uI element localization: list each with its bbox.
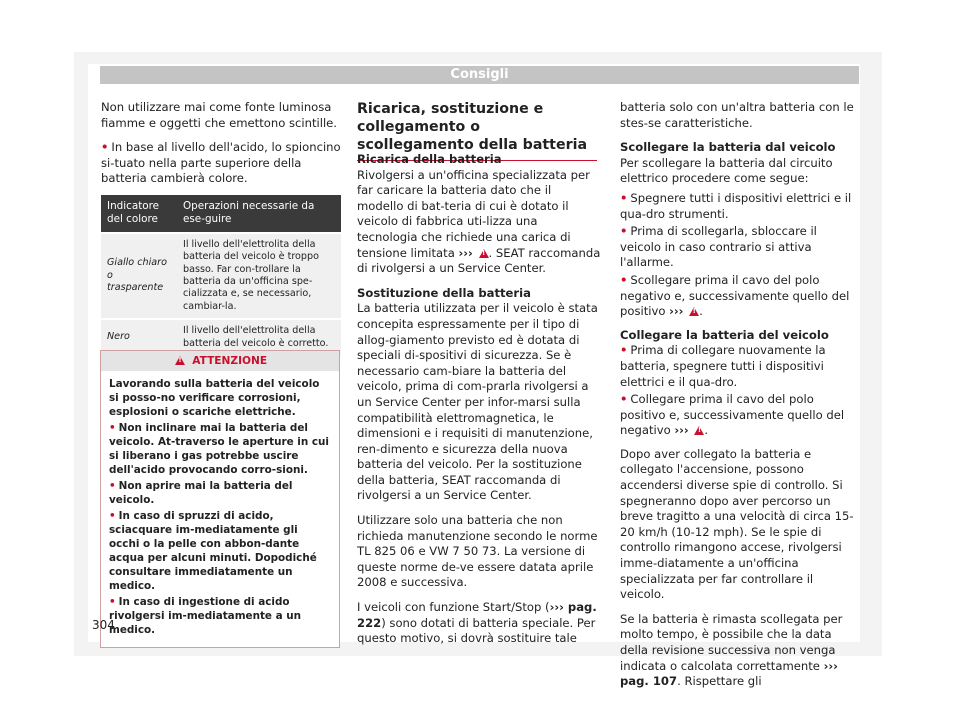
bullet-item: • Collegare prima il cavo del polo positivo e, successivamente quello del negativo ››› ! . <box>620 392 860 439</box>
cross-ref-arrows[interactable]: ››› <box>674 423 689 438</box>
page-number: 304 <box>92 618 115 632</box>
table-cell-color: Giallo chiaro o trasparente <box>101 233 177 319</box>
table-header-cell: Indicatore del colore <box>101 195 177 233</box>
bullet-dot-icon: • <box>109 596 116 608</box>
paragraph: Rivolgersi a un'officina specializzata per far caricare la batteria dato che il modello di bat-teria di cui è dotato il veicolo di fabbrica uti-lizza una tecnologia che richiede una carica di tensione limitata ››› ! . SEAT raccomanda di rivolgersi a un Service Center. <box>357 168 601 277</box>
warning-intro: Lavorando sulla batteria del veicolo si posso-no verificare corrosioni, esplosioni o scariche elettriche. <box>109 378 320 418</box>
cross-ref-arrows[interactable]: ››› <box>458 245 473 260</box>
warning-triangle-icon <box>689 307 699 316</box>
right-column <box>620 100 860 699</box>
left-column <box>101 100 341 355</box>
table-cell-action: Il livello dell'elettrolita della batteria del veicolo è corretto. <box>177 319 341 355</box>
warning-triangle-icon <box>694 426 704 435</box>
bullet-dot-icon: • <box>620 392 628 407</box>
warning-item: • In caso di spruzzi di acido, sciacquare im-mediatamente gli occhi o la pelle con abbon-dante acqua per alcuni minuti. Dopodiché consultare immediatamente un medico. <box>109 510 317 592</box>
paragraph: Utilizzare solo una batteria che non richieda manutenzione secondo le norme TL 825 06 e VW 7 50 73. La versione di queste norme de-ve essere datata aprile 2008 e successiva. <box>357 513 598 590</box>
table-cell-color: Nero <box>101 319 177 355</box>
page-header: Consigli <box>100 66 859 84</box>
bullet-item: • In base al livello dell'acido, lo spioncino si-tuato nella parte superiore della batteria cambierà colore. <box>101 140 341 186</box>
bullet-dot-icon: • <box>620 224 628 239</box>
bullet-dot-icon: • <box>109 422 116 434</box>
table-header-cell: Operazioni necessarie da ese-guire <box>177 195 341 233</box>
middle-column <box>357 148 601 656</box>
page-reference-link[interactable]: ››› pag. 222 <box>357 600 597 630</box>
bullet-dot-icon: • <box>620 343 628 358</box>
table-row <box>101 233 341 319</box>
warning-item: • In caso di ingestione di acido rivolgersi im-mediatamente a un medico. <box>109 596 302 636</box>
paragraph: Per scollegare la batteria dal circuito elettrico procedere come segue: <box>620 155 833 186</box>
warning-item: • Non inclinare mai la batteria del veicolo. At-traverso le aperture in cui si liberano i gas potrebbe uscire dell'acido provocando corro-sioni. <box>109 422 329 476</box>
warning-triangle-icon <box>479 249 489 258</box>
paragraph: batteria solo con un'altra batteria con le stes-se caratteristiche. <box>620 100 854 130</box>
cross-ref-arrows[interactable]: ››› <box>669 304 684 319</box>
bullet-item: • Spegnere tutti i dispositivi elettrici e il qua-dro strumenti. <box>620 190 852 221</box>
paragraph: Dopo aver collegato la batteria e collegato l'accensione, possono accendersi diverse spie di controllo. Si spegneranno dopo aver percorso un breve tragitto a una velocità di circa 15-20 km/h (10-12 mph). Se le spie di controllo rimangono accese, rivolgersi imme-diatamente a un'officina specializzata per far controllare il veicolo. <box>620 446 854 602</box>
subheading: Sostituzione della batteria <box>357 285 531 300</box>
warning-item: • Non aprire mai la batteria del veicolo. <box>109 480 293 506</box>
bullet-dot-icon: • <box>620 190 628 205</box>
warning-header: ! ATTENZIONE <box>101 351 339 371</box>
bullet-item: • Scollegare prima il cavo del polo negativo e, successivamente quello del positivo ››› ! . <box>620 273 860 320</box>
bullet-dot-icon: • <box>101 140 109 155</box>
warning-body <box>101 371 339 647</box>
bullet-item: • Prima di scollegarla, sbloccare il veicolo in caso contrario si attiva l'allarme. <box>620 224 817 270</box>
subheading: Scollegare la batteria dal veicolo <box>620 140 836 155</box>
table-header-row <box>101 195 341 233</box>
warning-box <box>100 350 340 648</box>
bullet-item: • Prima di collegare nuovamente la batteria, spegnere tutti i dispositivi elettrici e il qua-dro. <box>620 343 826 389</box>
bullet-dot-icon: • <box>109 510 116 522</box>
warning-triangle-icon <box>175 356 185 365</box>
subheading: Collegare la batteria del veicolo <box>620 327 829 342</box>
intro-text: Non utilizzare mai come fonte luminosa fiamme e oggetti che emettono scintille. <box>101 100 337 130</box>
table-cell-action: Il livello dell'elettrolita della batteria del veicolo è troppo basso. Far con-trollare la batteria da un'officina spe-cializzata e, se necessario, cambiar-la. <box>177 233 341 319</box>
color-table <box>101 195 341 355</box>
bullet-dot-icon: • <box>109 480 116 492</box>
paragraph: I veicoli con funzione Start/Stop (››› pag. 222) sono dotati di batteria speciale. Per questo motivo, si dovrà sostituire tale <box>357 600 597 646</box>
section-title: Ricarica, sostituzione e collegamento o scollegamento della batteria <box>357 100 597 161</box>
page-reference-link[interactable]: ››› pag. 107 <box>620 658 838 689</box>
paragraph: Se la batteria è rimasta scollegata per molto tempo, è possibile che la data della revisione successiva non venga indicata o calcolata correttamente ››› pag. 107. Rispettare gli <box>620 611 843 689</box>
subheading: Ricarica della batteria <box>357 152 502 166</box>
paragraph: La batteria utilizzata per il veicolo è stata concepita espressamente per il tipo di allog-giamento previsto ed è dotata di speciali di-spositivi di sicurezza. Se è necessario cam-biare la batteria del veicolo, prima di com-prarla rivolgersi a un Service Center per infor-marsi sulla compatibilità elettromagnetica, le dimensioni e i requisiti di manutenzione, ren-dimento e sicurezza della nuova batteria del veicolo. Per la sostituzione della batteria, SEAT raccomanda di rivolgersi a un Service Center. <box>357 301 598 503</box>
bullet-dot-icon: • <box>620 272 628 287</box>
